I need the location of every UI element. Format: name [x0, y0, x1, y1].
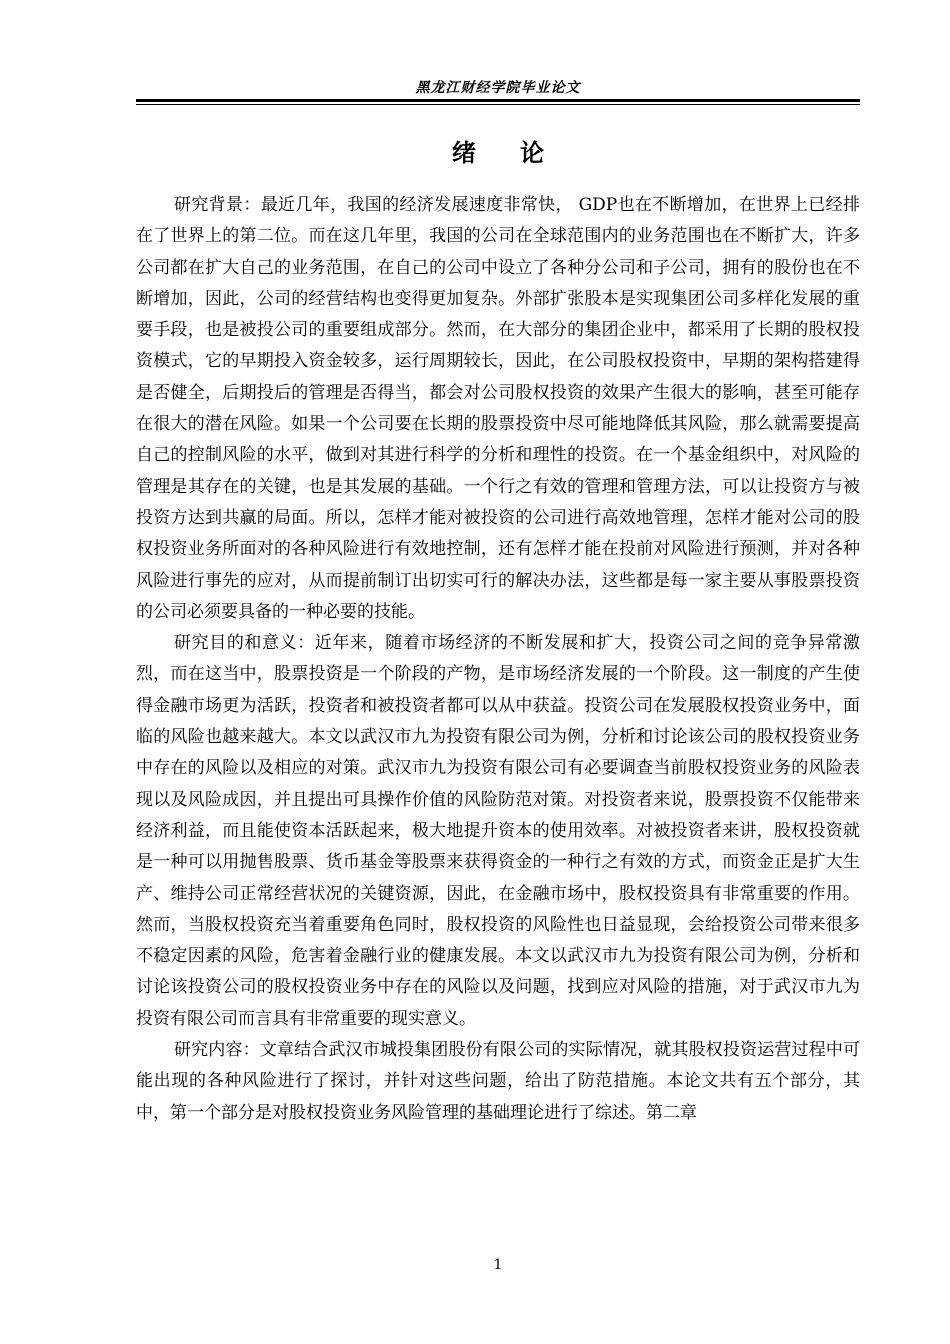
header-rule-thick — [136, 99, 860, 102]
body-text — [136, 190, 860, 1129]
running-header: 黑龙江财经学院毕业论文 — [415, 80, 581, 96]
header-rule-thin — [136, 104, 860, 105]
chapter-title-part2: 论 — [520, 138, 544, 167]
paragraph-research-background: 研究背景：最近几年，我国的经济发展速度非常快， GDP也在不断增加，在世界上已经排在了世界上的第二位。而在这几年里，我国的公司在全球范围内的业务范围也在不断扩大，许多公司都在扩大自己的业务范围，在自己的公司中设立了各种分公司和子公司，拥有的股份也在不断增加，因此，公司的经营结构也变得更加复杂。外部扩张股本是实现集团公司多样化发展的重要手段，也是被投公司的重要组成部分。然而，在大部分的集团企业中，都采用了长期的股权投资模式，它的早期投入资金较多，运行周期较长，因此，在公司股权投资中，早期的架构搭建得是否健全，后期投后的管理是否得当，都会对公司股权投资的效果产生很大的影响，甚至可能存在很大的潜在风险。如果一个公司要在长期的股票投资中尽可能地降低其风险，那么就需要提高自己的控制风险的水平，做到对其进行科学的分析和理性的投资。在一个基金组织中，对风险的管理是其存在的关键，也是其发展的基础。一个行之有效的管理和管理方法，可以让投资方与被投资方达到共赢的局面。所以，怎样才能对被投资的公司进行高效地管理，怎样才能对公司的股权投资业务所面对的各种风险进行有效地控制，还有怎样才能在投前对风险进行预测，并对各种风险进行事先的应对，从而提前制订出切实可行的解决办法，这些都是每一家主要从事股票投资的公司必须要具备的一种必要的技能。 — [136, 195, 860, 622]
paragraph-research-purpose: 研究目的和意义：近年来，随着市场经济的不断发展和扩大，投资公司之间的竞争异常激烈，而在这当中，股票投资是一个阶段的产物，是市场经济发展的一个阶段。这一制度的产生使得金融市场更为活跃，投资者和被投资者都可以从中获益。投资公司在发展股权投资业务中，面临的风险也越来越大。本文以武汉市九为投资有限公司为例，分析和讨论该公司的股权投资业务中存在的风险以及相应的对策。武汉市九为投资有限公司有必要调查当前股权投资业务的风险表现以及风险成因，并且提出可具操作价值的风险防范对策。对投资者来说，股票投资不仅能带来经济利益，而且能使资本活跃起来，极大地提升资本的使用效率。对被投资者来讲，股权投资就是一种可以用抛售股票、货币基金等股票来获得资金的一种行之有效的方式，而资金正是扩大生产、维持公司正常经营状况的关键资源，因此，在金融市场中，股权投资具有非常重要的作用。然而，当股权投资充当着重要角色同时，股权投资的风险性也日益显现，会给投资公司带来很多不稳定因素的风险，危害着金融行业的健康发展。本文以武汉市九为投资有限公司为例，分析和讨论该投资公司的股权投资业务中存在的风险以及问题，找到应对风险的措施，对于武汉市九为投资有限公司而言具有非常重要的现实意义。 — [136, 633, 860, 1029]
page-number: 1 — [493, 1257, 503, 1273]
chapter-title — [136, 136, 860, 170]
chapter-title-part1: 绪 — [452, 138, 476, 167]
paragraph-research-content: 研究内容：文章结合武汉市城投集团股份有限公司的实际情况，就其股权投资运营过程中可能出现的各种风险进行了探讨，并针对这些问题，给出了防范措施。本论文共有五个部分，其中，第一个部分是对股权投资业务风险管理的基础理论进行了综述。第二章 — [136, 1040, 860, 1123]
